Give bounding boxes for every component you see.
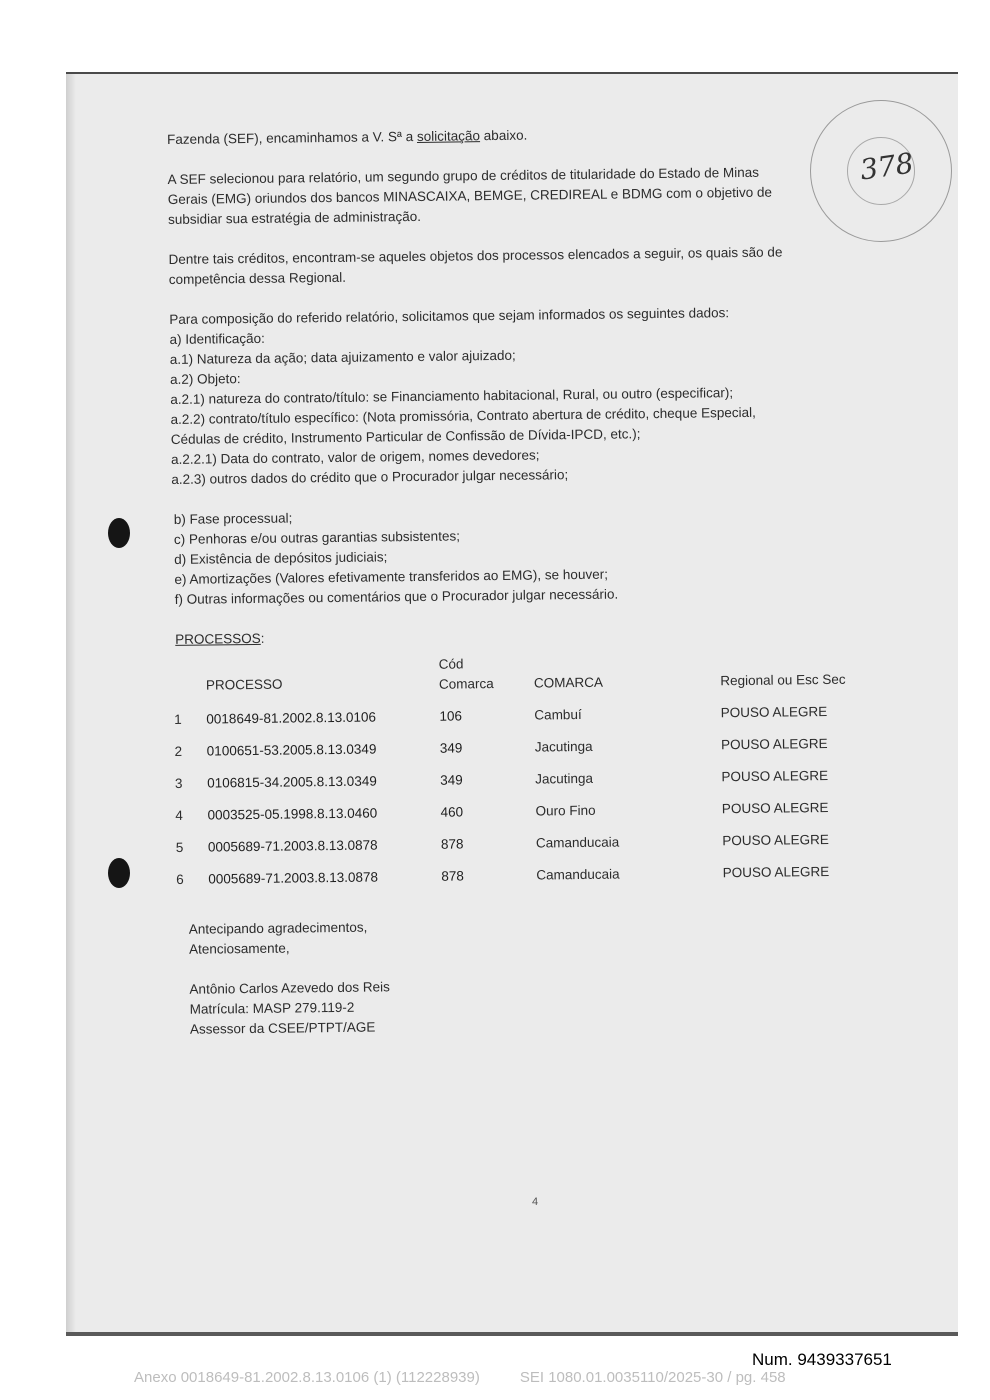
- paragraph-2-line-1: Dentre tais créditos, encontram-se aqueles objetos dos processos elencados a seguir, os quais são de: [168, 244, 783, 267]
- signer-matricula: Matrícula: MASP 279.119-2: [189, 999, 355, 1017]
- row-index: 6: [176, 871, 184, 887]
- paragraph-2-line-2: competência dessa Regional.: [168, 269, 347, 287]
- item-f: f) Outras informações ou comentários que o Procurador julgar necessário.: [174, 586, 619, 607]
- item-a2: a.2) Objeto:: [169, 371, 241, 387]
- document-num-id: Num. 9439337651: [752, 1350, 892, 1369]
- regional-name: POUSO ALEGRE: [721, 767, 829, 785]
- regional-name: POUSO ALEGRE: [722, 831, 829, 849]
- item-a22-cont: Cédulas de crédito, Instrumento Particular de Confissão de Dívida-IPCD, etc.);: [170, 426, 641, 447]
- regional-name: POUSO ALEGRE: [722, 863, 830, 881]
- table-header-row: [173, 650, 863, 698]
- item-b: b) Fase processual;: [173, 510, 293, 527]
- processos-table: [173, 650, 866, 890]
- page-number: 4: [532, 1196, 539, 1208]
- row-index: 5: [175, 839, 184, 855]
- scan-bottom-border: [66, 1332, 958, 1336]
- footer-annex: Anexo 0018649-81.2002.8.13.0106 (1) (112228939): [134, 1369, 480, 1386]
- paragraph-1-line-2: Gerais (EMG) oriundos dos bancos MINASCAIXA, BEMGE, CREDIREAL e BDMG com o objetivo de: [167, 184, 773, 207]
- cod-comarca: 460: [440, 804, 464, 820]
- cod-comarca: 106: [439, 708, 463, 724]
- scan-edge-shadow: [66, 74, 76, 1336]
- comarca-name: Jacutinga: [534, 738, 593, 755]
- comarca-name: Jacutinga: [535, 770, 594, 787]
- processo-number: 0018649-81.2002.8.13.0106: [206, 709, 377, 727]
- item-a22: a.2.2) contrato/título específico: (Nota promissória, Contrato abertura de crédito, cheque Especial,: [170, 404, 756, 427]
- item-d: d) Existência de depósitos judiciais;: [174, 549, 388, 567]
- cod-comarca: 878: [440, 836, 464, 852]
- header-cod-comarca: Cód Comarca: [438, 656, 494, 692]
- comarca-name: Cambuí: [534, 706, 582, 723]
- cod-comarca: 349: [440, 772, 463, 788]
- paragraph-3-line-1: Para composição do referido relatório, solicitamos que sejam informados os seguintes dados:: [169, 305, 730, 327]
- processo-number: 0003525-05.1998.8.13.0460: [207, 805, 378, 823]
- punch-hole-top: [108, 518, 130, 548]
- closing-line-1: Antecipando agradecimentos,: [188, 919, 368, 937]
- row-index: 2: [174, 743, 183, 759]
- cod-comarca: 878: [441, 868, 464, 884]
- row-index: 3: [174, 775, 183, 791]
- paragraph-1-line-1: A SEF selecionou para relatório, um segundo grupo de créditos de titularidade do Estado de Minas: [167, 164, 760, 187]
- processo-number: 0005689-71.2003.8.13.0878: [207, 837, 378, 855]
- processo-number: 0100651-53.2005.8.13.0349: [206, 741, 377, 759]
- item-a21: a.2.1) natureza do contrato/título: se Financiamento habitacional, Rural, ou outro (especificar);: [170, 385, 734, 407]
- intro-text-end: abaixo.: [479, 127, 528, 144]
- header-processo: PROCESSO: [205, 676, 283, 693]
- closing-line-2: Atenciosamente,: [188, 940, 290, 957]
- comarca-name: Camanducaia: [536, 866, 620, 883]
- signer-name: Antônio Carlos Azevedo dos Reis: [189, 979, 390, 997]
- processos-heading: PROCESSOS:: [175, 630, 265, 647]
- item-a: a) Identificação:: [169, 330, 265, 347]
- punch-hole-bottom: [108, 858, 130, 888]
- regional-name: POUSO ALEGRE: [721, 799, 829, 817]
- regional-name: POUSO ALEGRE: [721, 735, 828, 753]
- header-regional: Regional ou Esc Sec: [720, 671, 846, 689]
- footer: [134, 1369, 826, 1386]
- comarca-name: Ouro Fino: [535, 802, 596, 819]
- item-a23: a.2.3) outros dados do crédito que o Procurador julgar necessário;: [171, 467, 569, 487]
- header-comarca: COMARCA: [533, 674, 604, 691]
- comarca-name: Camanducaia: [535, 834, 620, 851]
- item-a221: a.2.2.1) Data do contrato, valor de origem, nomes devedores;: [170, 447, 540, 467]
- item-a1: a.1) Natureza da ação; data ajuizamento e valor ajuizado;: [169, 347, 516, 367]
- signer-role: Assessor da CSEE/PTPT/AGE: [189, 1019, 376, 1037]
- item-c: c) Penhoras e/ou outras garantias subsistentes;: [173, 528, 460, 547]
- intro-underlined-word: solicitação: [416, 128, 481, 144]
- letter-body: [167, 122, 868, 1040]
- intro-text: Fazenda (SEF), encaminhamos a V. Sª a: [167, 128, 418, 147]
- item-e: e) Amortizações (Valores efetivamente transferidos ao EMG), se houver;: [174, 566, 608, 587]
- processo-number: 0005689-71.2003.8.13.0878: [208, 869, 379, 887]
- cod-comarca: 349: [439, 740, 463, 756]
- row-index: 1: [174, 711, 182, 727]
- paragraph-1-line-3: subsidiar sua estratégia de administração.: [168, 208, 422, 227]
- processo-number: 0106815-34.2005.8.13.0349: [207, 773, 377, 791]
- footer-sei: SEI 1080.01.0035110/2025-30 / pg. 458: [519, 1369, 786, 1386]
- regional-name: POUSO ALEGRE: [720, 703, 828, 721]
- folio-number: 378: [857, 146, 916, 187]
- row-index: 4: [175, 807, 183, 823]
